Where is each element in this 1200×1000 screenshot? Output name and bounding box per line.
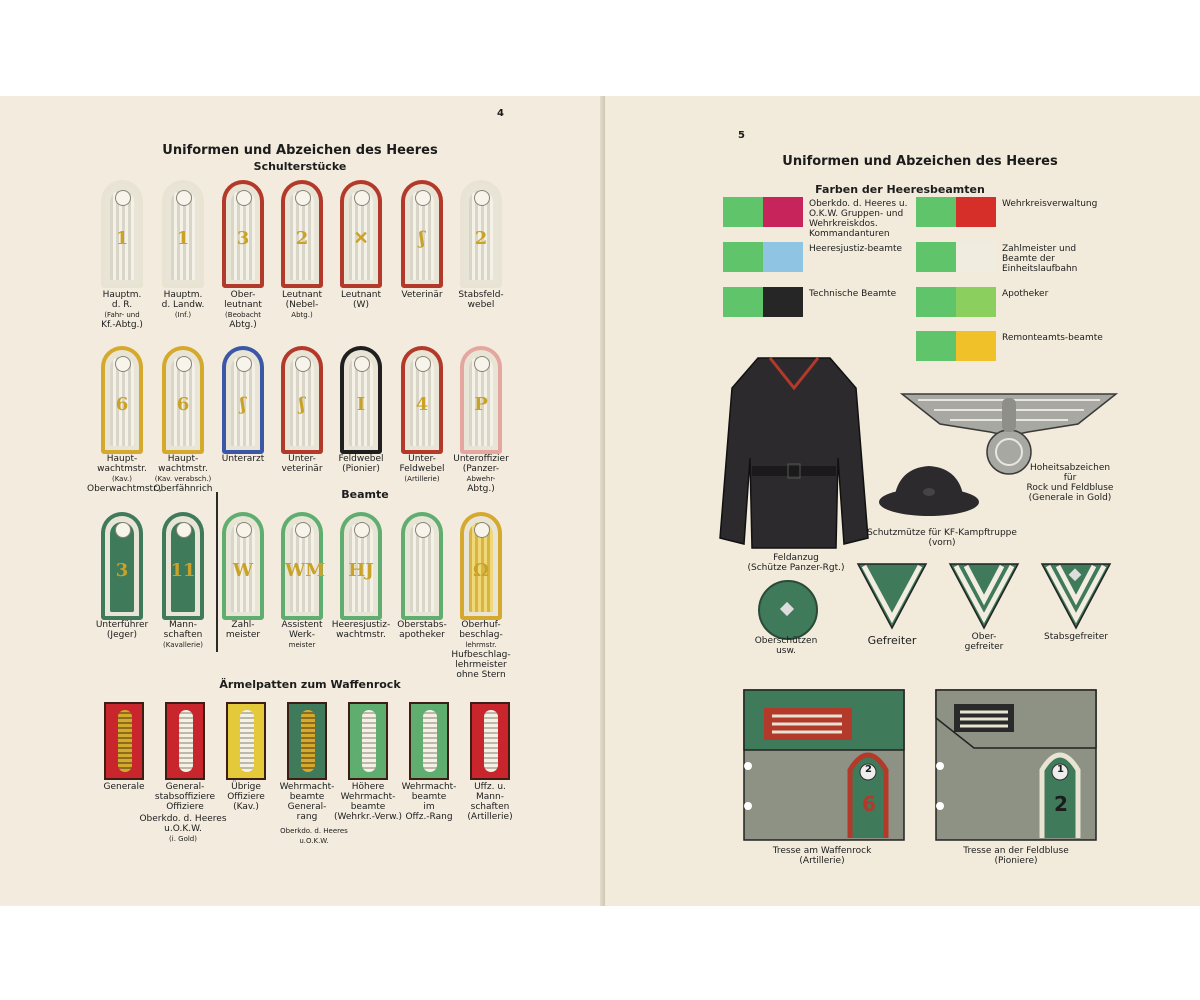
shoulder-board-number: HJ [348,560,374,581]
sleeve-patch-bar [484,710,498,772]
shoulder-board [162,180,204,288]
shoulder-board-number: 6 [115,394,129,415]
shoulder-board-button [295,522,311,538]
tresse-feldbluse-illustration [934,688,1098,842]
caption-line: Haupt- [167,454,199,464]
caption-line: beschlag- [459,630,503,640]
caption-line: Höhere [351,782,385,792]
shoulder-board [460,346,502,454]
swatch-label: Oberkdo. d. Heeres u. O.K.W. Gruppen- und Wehrkreiskdos. Kommandanturen [809,199,908,239]
shoulder-board [101,346,143,454]
shoulder-board-number: WM [285,560,326,581]
tresse-caption-1: Tresse am Waffenrock (Artillerie) [772,846,872,866]
caption-line: Leutnant [340,290,382,300]
swatch-label: Technische Beamte [809,289,897,299]
caption-line: Unter- [288,454,316,464]
shoulder-board [222,180,264,288]
color-swatch [723,287,803,317]
shoulder-board-button [474,190,490,206]
caption-line: (Kav.) [111,475,133,483]
caption-line: Unteroffizier [453,454,509,464]
armelpatten-heading: Ärmelpatten zum Waffenrock [219,678,401,691]
caption-line: (Beobacht [225,311,261,319]
shoulder-board-number: 3 [236,228,250,249]
caption-line: Hufbeschlag- [451,650,511,660]
caption-line: (Artillerie) [404,475,440,483]
swatch-label: Apotheker [1002,289,1049,299]
caption-line: apotheker [399,630,445,640]
shoulder-board-number: ʃ [419,228,425,249]
caption-line: Wehrmacht- [279,782,335,792]
caption-line: Ober- [230,290,256,300]
shoulder-board-button [115,522,131,538]
caption-line: Kf.-Abtg.) [101,320,143,330]
swatch-color-1 [916,197,956,227]
page-number-right: 5 [738,130,745,141]
swatch-color-2 [763,287,803,317]
color-swatch [916,331,996,361]
shoulder-board [340,180,382,288]
caption-line: (Artillerie) [467,812,513,822]
sleeve-patch [104,702,144,780]
sleeve-patch-bar [118,710,132,772]
shoulder-board-number: 3 [115,560,129,581]
caption-line: schaften [163,630,203,640]
shoulder-board-number: 2 [295,228,309,249]
sleeve-patch [348,702,388,780]
shoulder-board [101,180,143,288]
sleeve-patch-bar [179,710,193,772]
swatch-color-1 [723,197,763,227]
shoulder-board-button [295,190,311,206]
shoulder-board-button [474,522,490,538]
caption-line: wachtmstr. [97,464,147,474]
shoulder-board-number: 2 [474,228,488,249]
sleeve-patch [226,702,266,780]
caption-line: (Nebel- [285,300,319,310]
caption-line: Oberhuf- [461,620,501,630]
caption-line: Wehrmacht- [401,782,457,792]
page-title-right: Uniformen und Abzeichen des Heeres [782,154,1058,169]
shoulder-board [340,346,382,454]
shoulder-board-button [236,356,252,372]
caption-line: Offiziere [227,792,265,802]
shoulder-board-button [176,356,192,372]
swatch-label: Remonteamts-beamte [1002,333,1103,343]
shoulder-board-button [415,522,431,538]
eagle-caption: Hoheitsabzeichen für Rock und Feldbluse (Generale in Gold) [1026,463,1114,503]
beret-icon [876,462,982,520]
shoulder-board-number: W [232,560,254,581]
caption-line: im [423,802,435,812]
caption-line: Assistent [281,620,323,630]
shoulder-board-number: 1 [176,228,190,249]
caption-line: (Kavallerie) [163,641,203,649]
shoulder-board-number: 4 [415,394,429,415]
shoulder-board [222,512,264,620]
swatch-label: Wehrkreisverwaltung [1002,199,1098,209]
note-oberkdo-okw: Oberkdo. d. Heeres u.O.K.W. [280,827,348,845]
caption-line: lehrmstr. [465,641,497,649]
shoulder-board-button [295,356,311,372]
swatch-color-1 [916,287,956,317]
shoulder-board-caption [326,290,396,310]
shoulder-board [281,346,323,454]
shoulder-board [162,512,204,620]
caption-line: Leutnant [281,290,323,300]
caption-line: (Kav.) [233,802,259,812]
shoulder-board-caption [87,290,157,330]
shoulder-board-button [354,356,370,372]
shoulder-board-caption [326,620,396,640]
caption-line: Abtg.) [291,311,313,319]
swatch-color-2 [956,287,996,317]
swatch-color-1 [723,287,763,317]
shoulder-board [460,180,502,288]
caption-line: Feldwebel [399,464,445,474]
gefreiter-chevron-icon [856,562,928,630]
shoulder-board-caption [326,454,396,474]
shoulder-board-number: I [356,394,366,415]
shoulder-board-caption [87,620,157,640]
tresse-number-2: 2 [1054,792,1068,816]
page-number-left: 4 [497,108,504,119]
swatch-color-2 [763,242,803,272]
caption-line: wachtmstr. [158,464,208,474]
shoulder-board-number: 6 [176,394,190,415]
sleeve-patch [409,702,449,780]
caption-line: schaften [470,802,510,812]
shoulder-board-caption [446,290,516,310]
shoulder-board-button [176,190,192,206]
sleeve-patch-bar [423,710,437,772]
shoulder-board [460,512,502,620]
shoulder-board-button [115,356,131,372]
beamte-heading: Beamte [341,488,389,501]
caption-line: Hauptm. [163,290,203,300]
caption-line: Abtg.) [467,484,495,494]
caption-line: (Pionier) [342,464,380,474]
caption-line: (Jeger) [106,630,138,640]
shoulder-board-caption [446,454,516,494]
caption-line: Feldwebel [338,454,384,464]
obergefreiter-chevron-icon [948,562,1020,630]
sleeve-patch [165,702,205,780]
caption-line: ohne Stern [456,670,506,680]
shoulder-board-number: ʃ [240,394,246,415]
shoulder-board [222,346,264,454]
sleeve-patch-bar [240,710,254,772]
shoulder-board-button [176,522,192,538]
shoulder-board [401,346,443,454]
sleeve-patch [470,702,510,780]
caption-line: Unterarzt [221,454,265,464]
caption-line: Oberwachtmstr., [87,484,162,494]
sleeve-patch [287,702,327,780]
color-swatch [723,197,803,227]
swatch-color-1 [723,242,763,272]
caption-line: Oberstabs- [397,620,447,630]
color-swatch [723,242,803,272]
caption-line: beamte [411,792,447,802]
shoulder-board-button [115,190,131,206]
caption-line: General- [287,802,327,812]
shoulder-board-number: P [474,394,488,415]
caption-line: Veterinär [401,290,443,300]
caption-line: meister [288,641,316,649]
caption-line: (W) [353,300,369,310]
caption-line: meister [225,630,261,640]
field-jacket-illustration [718,348,870,553]
caption-line: Oberfähnrich [153,484,213,494]
caption-line: Wehrmacht- [340,792,396,802]
caption-line: Übrige [231,782,261,792]
caption-line: beamte [289,792,325,802]
subtitle-schulterstuecke: Schulterstücke [253,160,347,173]
caption-line: Uffz. u. [474,782,506,792]
colors-heading: Farben der Heeresbeamten [815,183,985,196]
caption-line: Generale [103,782,145,792]
beret-caption: Schutzmütze für KF-Kampftruppe (vorn) [867,528,1017,548]
caption-line: Stabsfeld- [458,290,504,300]
sleeve-patch-bar [362,710,376,772]
tresse-number-1: 6 [862,792,876,816]
caption-line: Mann- [169,620,197,630]
swatch-label: Heeresjustiz-beamte [809,244,903,254]
caption-line: Offz.-Rang [405,812,453,822]
shoulder-board [162,346,204,454]
tresse-caption-2: Tresse an der Feldbluse (Pioniere) [963,846,1069,866]
shoulder-board [101,512,143,620]
shoulder-board-button [354,522,370,538]
caption-line: Hauptm. [102,290,142,300]
caption-line: d. R. [111,300,133,310]
shoulder-board-number: 1 [115,228,129,249]
shoulder-board-caption [446,620,516,680]
oberschuetze-badge [758,580,818,640]
swatch-color-1 [916,242,956,272]
swatch-color-2 [956,242,996,272]
caption-line: (Fahr- und [104,311,140,319]
shoulder-board [401,180,443,288]
shoulder-board [281,180,323,288]
caption-line: lehrmeister [455,660,507,670]
shoulder-board [340,512,382,620]
shoulder-board-number: Ω [472,560,490,581]
caption-line: beamte [350,802,386,812]
shoulder-board [281,512,326,620]
chevron-caption-4: Stabsgefreiter [1044,632,1108,642]
caption-line: Abwehr- [466,475,496,483]
jacket-caption: Feldanzug (Schütze Panzer-Rgt.) [747,553,845,573]
caption-line: leutnant [224,300,262,310]
tresse-button-2: 1 [1057,764,1064,775]
chevron-caption-1: Oberschützen usw. [754,636,818,656]
swatch-color-2 [956,331,996,361]
swatch-label: Zahlmeister und Beamte der Einheitslaufbahn [1002,244,1078,274]
caption-line: stabsoffiziere [154,792,216,802]
caption-line: d. Landw. [161,300,205,310]
caption-line: Offiziere [166,802,204,812]
caption-line: wachtmstr. [336,630,386,640]
caption-line: Unterführer [95,620,149,630]
caption-line: Zahl- [231,620,255,630]
caption-line: veterinär [281,464,323,474]
sleeve-patch-caption [454,782,526,822]
caption-line: Heeresjustiz- [331,620,391,630]
shoulder-board-button [474,356,490,372]
swatch-color-1 [916,331,956,361]
caption-line: (Wehrkr.-Verw.) [333,812,403,822]
caption-line: (Inf.) [174,311,192,319]
shoulder-board [401,512,443,620]
shoulder-board-button [236,190,252,206]
caption-line: Werk- [288,630,316,640]
swatch-color-2 [763,197,803,227]
caption-line: General- [165,782,205,792]
sleeve-patch-bar [301,710,315,772]
shoulder-board-number: ʃ [299,394,305,415]
caption-line: Haupt- [106,454,138,464]
caption-line: (Panzer- [462,464,500,474]
caption-line: Unter- [408,454,436,464]
shoulder-board-button [415,356,431,372]
caption-line: (Kav. verabsch.) [154,475,212,483]
shoulder-board-caption [87,454,162,494]
shoulder-board-button [415,190,431,206]
shoulder-board-number: ✕ [353,228,369,249]
color-swatch [916,197,996,227]
color-swatch [916,242,996,272]
caption-line: webel [467,300,495,310]
caption-line: rang [296,812,318,822]
shoulder-board-button [354,190,370,206]
shoulder-board-button [236,522,252,538]
tresse-waffenrock-illustration [742,688,906,842]
tresse-button-1: 2 [865,764,872,775]
stabsgefreiter-chevron-icon [1040,562,1112,630]
color-swatch [916,287,996,317]
chevron-caption-3: Ober- gefreiter [964,632,1004,652]
note-oberkdo-gold: Oberkdo. d. Heeres u.O.K.W. (i. Gold) [139,814,227,843]
page-title-left: Uniformen und Abzeichen des Heeres [162,143,438,158]
shoulder-board-number: 11 [170,560,196,581]
swatch-color-2 [956,197,996,227]
caption-line: Mann- [476,792,504,802]
caption-line: Abtg.) [229,320,257,330]
chevron-caption-2: Gefreiter [867,634,917,647]
